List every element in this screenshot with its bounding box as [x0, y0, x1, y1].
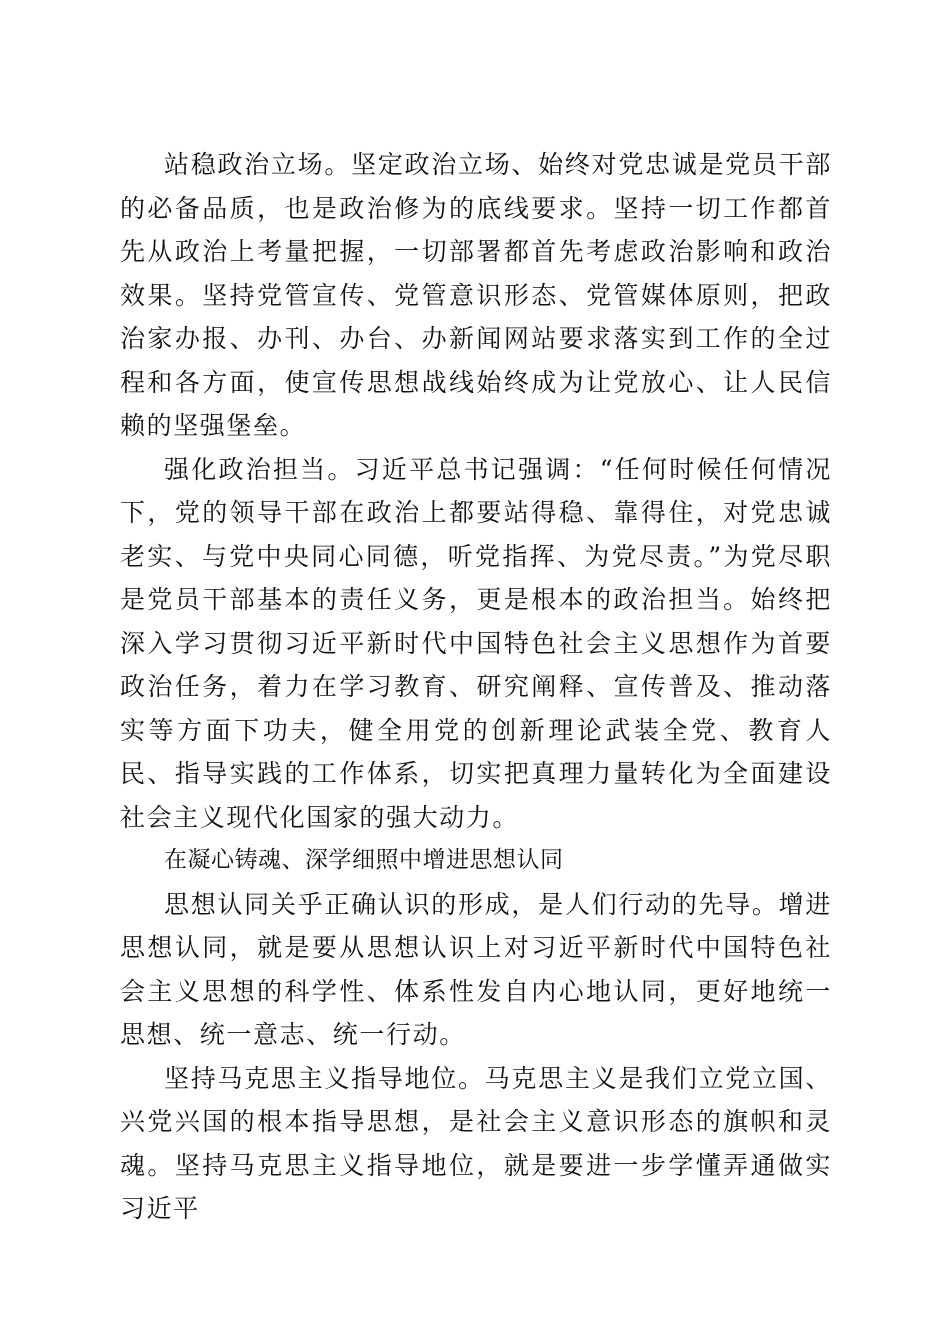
paragraph-marxism-guidance: 坚持马克思主义指导地位。马克思主义是我们立党立国、兴党兴国的根本指导思想，是社会主义意识形态的旗帜和灵魂。坚持马克思主义指导地位，就是要进一步学懂弄通做实习近平 [120, 1063, 832, 1223]
section-heading: 在凝心铸魂、深学细照中增进思想认同 [164, 847, 564, 873]
paragraph-ideological-identity: 思想认同关乎正确认识的形成，是人们行动的先导。增进思想认同，就是要从思想认识上对习近平新时代中国特色社会主义思想的科学性、体系性发自内心地认同，更好地统一思想、统一意志、统一行动。 [120, 889, 832, 1049]
paragraph-political-responsibility: 强化政治担当。习近平总书记强调：“任何时候任何情况下，党的领导干部在政治上都要站得稳、靠得住，对党忠诚老实、与党中央同心同德，听党指挥、为党尽责。”为党尽职是党员干部基本的责任义务，更是根本的政治担当。始终把深入学习贯彻习近平新时代中国特色社会主义思想作为首要政治任务，着力在学习教育、研究阐释、宣传普及、推动落实等方面下功夫，健全用党的创新理论武装全党、教育人民、指导实践的工作体系，切实把真理力量转化为全面建设社会主义现代化国家的强大动力。 [120, 454, 832, 832]
paragraph-political-stance: 站稳政治立场。坚定政治立场、始终对党忠诚是党员干部的必备品质，也是政治修为的底线要求。坚持一切工作都首先从政治上考量把握，一切部署都首先考虑政治影响和政治效果。坚持党管宣传、党管意识形态、党管媒体原则，把政治家办报、办刊、办台、办新闻网站要求落实到工作的全过程和各方面，使宣传思想战线始终成为让党放心、让人民信赖的坚强堡垒。 [120, 150, 832, 440]
document-body [120, 143, 832, 1231]
